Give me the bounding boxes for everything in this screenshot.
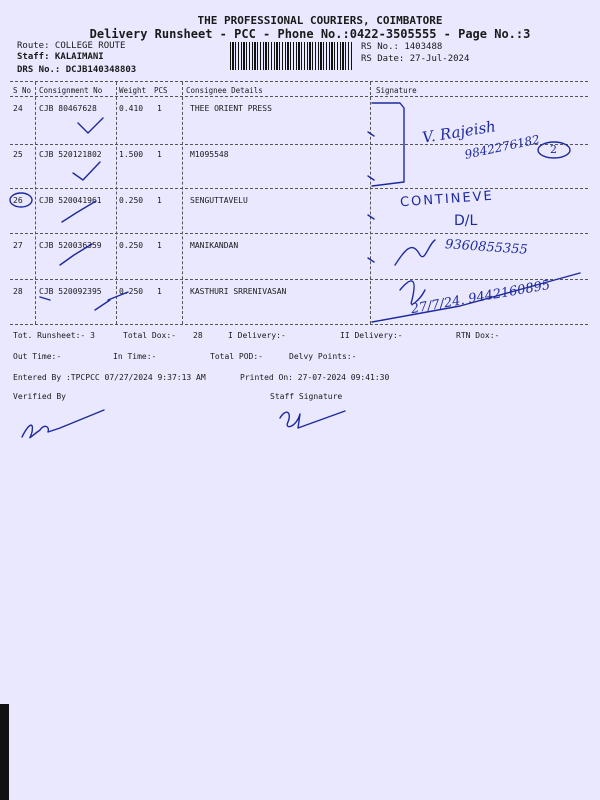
- verified-by-label: Verified By: [13, 392, 66, 401]
- tick-mark: [60, 244, 92, 265]
- drs-number: DRS No.: DCJB140348803: [17, 65, 137, 75]
- handwritten-continue: CONTINEVE: [399, 188, 495, 211]
- total-dox-label: Total Dox:-: [123, 331, 176, 340]
- in-time: In Time:-: [113, 352, 157, 361]
- runsheet-subtitle: Delivery Runsheet - PCC - Phone No.:0422-3505555 - Page No.:3: [89, 27, 531, 41]
- staff-label: Staff: KALAIMANI: [17, 52, 104, 62]
- tot-runsheet: Tot. Runsheet:- 3: [13, 331, 95, 340]
- handwritten-circled-number: 2: [550, 143, 557, 156]
- i-delivery: I Delivery:-: [228, 331, 286, 340]
- out-time: Out Time:-: [13, 352, 62, 361]
- total-pod: Total POD:-: [210, 352, 263, 361]
- tick-mark: [78, 118, 103, 133]
- row-sno: 27: [13, 241, 23, 250]
- row-sno: 28: [13, 287, 23, 296]
- row-pcs: 1: [157, 287, 162, 296]
- rtn-dox: RTN Dox:-: [456, 331, 500, 340]
- row-sno: 25: [13, 150, 23, 159]
- row-pcs: 1: [157, 196, 162, 205]
- row-consignment: CJB 520041961: [39, 196, 102, 205]
- col-header-consignment: Consignment No: [39, 86, 103, 95]
- staff-signature-label: Staff Signature: [270, 392, 343, 401]
- tick-mark: [73, 162, 100, 180]
- printed-on: Printed On: 27-07-2024 09:41:30: [240, 373, 390, 382]
- row-weight: 0.250: [119, 196, 144, 205]
- col-header-sno: S No: [13, 86, 32, 95]
- row-consignment: CJB 520121802: [39, 150, 102, 159]
- tick-mark: [40, 292, 128, 300]
- row-pcs: 1: [157, 104, 162, 113]
- row-consignee: SENGUTTAVELU: [190, 196, 248, 205]
- row-consignment: CJB 80467628: [39, 104, 97, 113]
- signature-scribble: [395, 240, 435, 265]
- row-consignment: CJB 520092395: [39, 287, 102, 296]
- staff-signature-mark: [280, 411, 345, 428]
- delvy-points: Delvy Points:-: [289, 352, 357, 361]
- row-consignee: MANIKANDAN: [190, 241, 239, 250]
- entered-by: Entered By :TPCPCC 07/27/2024 9:37:13 AM: [13, 373, 206, 382]
- row-consignee: M1095548: [190, 150, 229, 159]
- tick-mark: [62, 201, 96, 222]
- small-marks: [368, 132, 374, 262]
- company-title: THE PROFESSIONAL COURIERS, COIMBATORE: [197, 14, 443, 27]
- col-header-consignee: Consignee Details: [186, 86, 263, 95]
- row-consignment: CJB 520036359: [39, 241, 102, 250]
- handwritten-name: V. Rajeish: [421, 117, 497, 147]
- route-label: Route: COLLEGE ROUTE: [17, 41, 126, 51]
- row-weight: 0.410: [119, 104, 144, 113]
- row-weight: 0.250: [119, 287, 144, 296]
- col-header-weight: Weight: [119, 86, 147, 95]
- row-weight: 0.250: [119, 241, 144, 250]
- circle-mark: [10, 193, 32, 207]
- tick-mark: [95, 300, 110, 310]
- row-pcs: 1: [157, 150, 162, 159]
- row-sno: 26: [13, 196, 23, 205]
- total-dox-value: 28: [193, 331, 203, 340]
- ii-delivery: II Delivery:-: [340, 331, 403, 340]
- row-weight: 1.500: [119, 150, 144, 159]
- verified-signature: [22, 410, 104, 438]
- col-header-signature: Signature: [376, 86, 417, 95]
- row-sno: 24: [13, 104, 23, 113]
- col-header-pcs: PCS: [154, 86, 168, 95]
- row-consignee: THEE ORIENT PRESS: [190, 104, 272, 113]
- handwritten-phone: 9842276182: [463, 132, 541, 162]
- bracket-mark: [372, 103, 404, 186]
- row-pcs: 1: [157, 241, 162, 250]
- handwritten-dl: D/L: [454, 213, 478, 229]
- handwritten-date-phone: 27/7/24. 9442160895: [409, 277, 552, 318]
- scan-edge: [0, 704, 9, 800]
- row-consignee: KASTHURI SRRENIVASAN: [190, 287, 287, 296]
- rs-number: RS No.: 1403488: [361, 42, 443, 52]
- rs-date: RS Date: 27-Jul-2024: [361, 54, 470, 64]
- handwritten-phone: 9360855355: [444, 237, 529, 258]
